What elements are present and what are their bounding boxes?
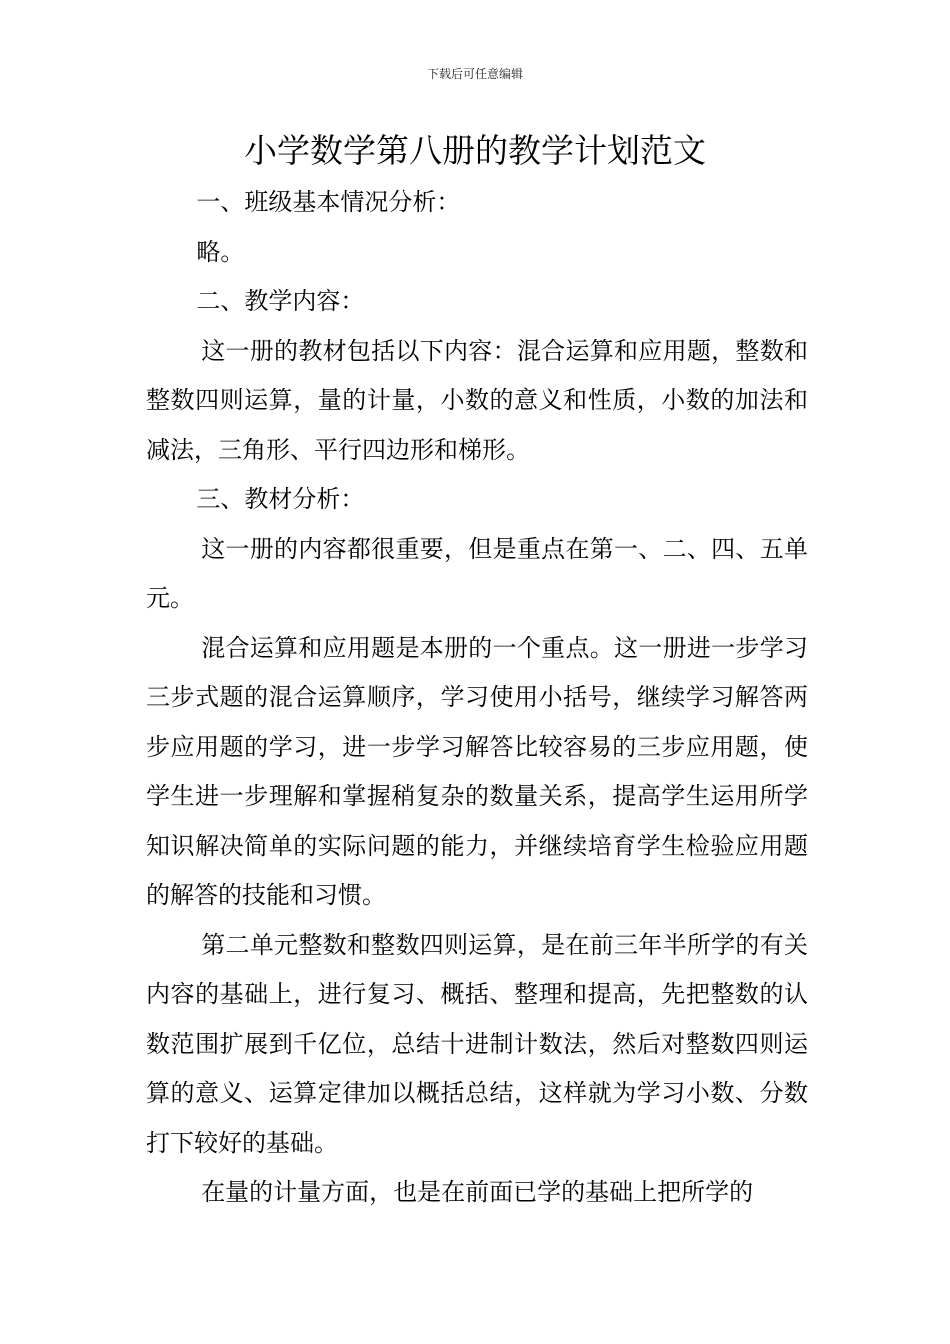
paragraph-omitted: 略。 — [196, 237, 245, 266]
paragraph-measurement: 在量的计量方面，也是在前面已学的基础上把所学的 — [201, 1178, 754, 1206]
document-body — [146, 178, 808, 1218]
document-title: 小学数学第八册的教学计划范文 — [244, 131, 706, 170]
paragraph-teaching-content: 这一册的教材包括以下内容：混合运算和应用题，整数和整数四则运算，量的计量，小数的意义和性质，小数的加法和减法，三角形、平行四边形和梯形。 — [146, 336, 808, 464]
paragraph-mixed-operations: 混合运算和应用题是本册的一个重点。这一册进一步学习三步式题的混合运算顺序，学习使用小括号，继续学习解答两步应用题的学习，进一步学习解答比较容易的三步应用题，使学生进一步理解和掌握稍复杂的数量关系，提高学生运用所学知识解决简单的实际问题的能力，并继续培育学生检验应用题的解答的技能和习惯。 — [146, 633, 808, 909]
section-heading-teaching-content: 二、教学内容： — [196, 287, 365, 315]
paragraph-key-units: 这一册的内容都很重要，但是重点在第一、二、四、五单元。 — [146, 534, 808, 612]
header-note: 下载后可任意编辑 — [426, 67, 523, 81]
section-heading-class-analysis: 一、班级基本情况分析： — [196, 188, 461, 216]
paragraph-integer-operations: 第二单元整数和整数四则运算，是在前三年半所学的有关内容的基础上，进行复习、概括、整理和提高，先把整数的认数范围扩展到千亿位，总结十进制计数法，然后对整数四则运算的意义、运算定律加以概括总结，这样就为学习小数、分数打下较好的基础。 — [146, 930, 808, 1157]
section-heading-material-analysis: 三、教材分析： — [196, 485, 365, 513]
